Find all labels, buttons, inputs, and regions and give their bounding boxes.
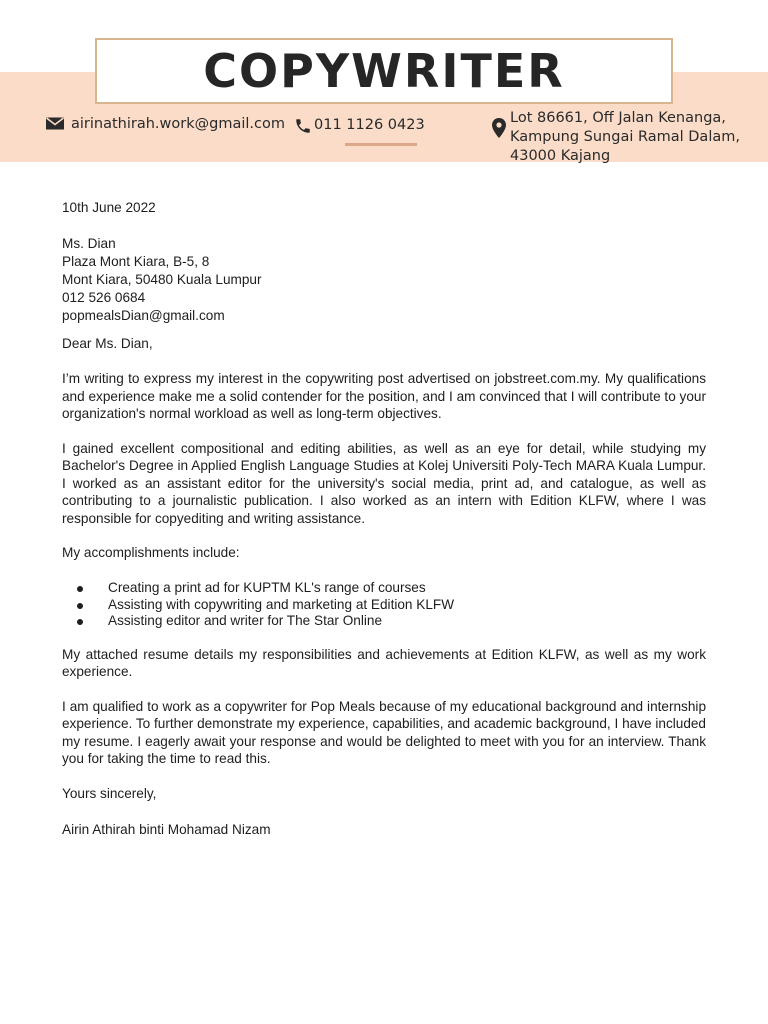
recipient-line: Mont Kiara, 50480 Kuala Lumpur: [62, 272, 262, 287]
letter-body: [62, 199, 706, 839]
accomplishments-list: [62, 580, 706, 630]
recipient-line: Plaza Mont Kiara, B-5, 8: [62, 254, 210, 269]
list-item: Creating a print ad for KUPTM KL's range of courses: [62, 580, 706, 597]
closing: Yours sincerely,: [62, 785, 157, 801]
paragraph: My attached resume details my responsibilities and achievements at Edition KLFW, as well as my work experience.: [62, 646, 706, 679]
accomplishments-intro: My accomplishments include:: [62, 545, 240, 560]
address-line: Lot 86661, Off Jalan Kenanga,: [510, 110, 726, 126]
letter-date: 10th June 2022: [62, 200, 156, 215]
map-pin-icon: [492, 118, 506, 144]
title-box: [95, 38, 673, 104]
salutation: Dear Ms. Dian,: [62, 336, 153, 351]
recipient-line: popmealsDian@gmail.com: [62, 308, 225, 323]
recipient-line: Ms. Dian: [62, 236, 116, 251]
accent-underline: [345, 143, 417, 146]
phone-text: 011 1126 0423: [314, 117, 425, 133]
signature: Airin Athirah binti Mohamad Nizam: [62, 821, 271, 837]
recipient-line: 012 526 0684: [62, 290, 146, 305]
paragraph: I’m writing to express my interest in the copywriting post advertised on jobstreet.com.my. My qualifications and experience make me a solid contender for the position, and I am convinced that I will contribute to your organization's normal workload as well as long-term objectives.: [62, 371, 706, 421]
list-item: Assisting with copywriting and marketing at Edition KLFW: [62, 597, 706, 614]
page-title: COPYWRITER: [203, 44, 565, 98]
contact-email: [45, 116, 285, 135]
paragraph: I am qualified to work as a copywriter for Pop Meals because of my educational background and internship experience. To further demonstrate my experience, capabilities, and academic background, I have included my resume. I eagerly await your response and would be delighted to meet with you for an interview. Thank you for taking the time to read this.: [62, 698, 706, 766]
envelope-icon: [45, 116, 65, 135]
contact-address: [492, 109, 740, 166]
list-item: Assisting editor and writer for The Star Online: [62, 613, 706, 630]
recipient-block: [62, 235, 706, 325]
address-line: Kampung Sungai Ramal Dalam,: [510, 129, 740, 145]
contact-phone: [294, 117, 425, 139]
email-text: airinathirah.work@gmail.com: [71, 116, 285, 132]
paragraph: I gained excellent compositional and editing abilities, as well as an eye for detail, while studying my Bachelor's Degree in Applied English Language Studies at Kolej Universiti Poly-Tech MARA Kuala Lumpur. I worked as an assistant editor for the university's social media, print ad, and catalogue, as well as contributing to a journalistic publication. I also worked as an intern with Edition KLFW, where I was responsible for copyediting and writing assistance.: [62, 440, 706, 526]
phone-icon: [294, 117, 312, 139]
address-line: 43000 Kajang: [510, 148, 611, 164]
